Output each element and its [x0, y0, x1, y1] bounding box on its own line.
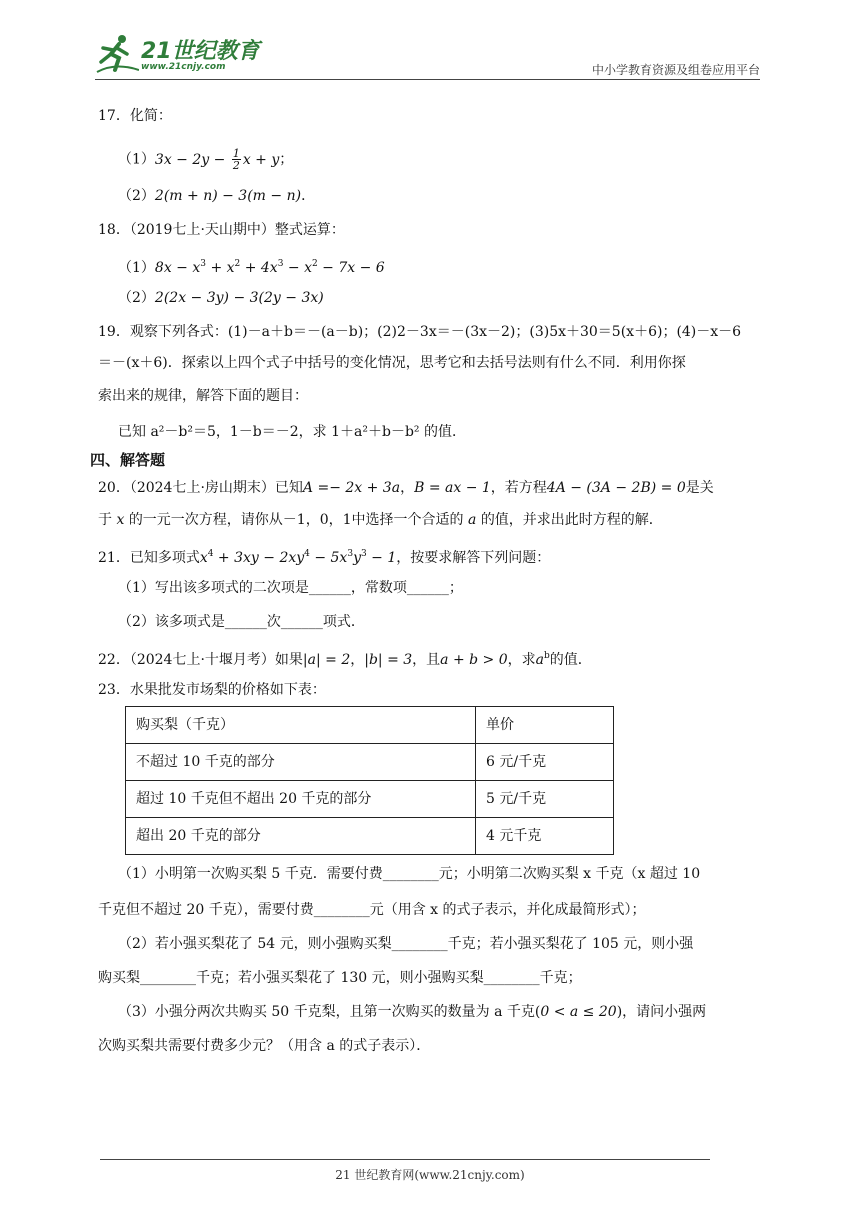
q18-stem: 18．（2019七上·天山期中）整式运算：: [98, 222, 345, 238]
q18-part2-expr: 2(2x − 3y) − 3(2y − 3x): [154, 290, 324, 306]
table-cell: 4 元千克: [476, 818, 614, 855]
q22-abs-b: |b| = 3: [364, 652, 413, 668]
q20-text-b: ，若方程: [490, 480, 547, 496]
q23-part3-line1: [118, 1002, 706, 1022]
table-row: [126, 744, 614, 781]
q23-inequality: 0 < a ≤ 20: [540, 1004, 617, 1020]
q20-var-a: a: [468, 512, 477, 528]
q17-part2-label: （2）: [118, 188, 155, 204]
q22-condition: a + b > 0: [440, 652, 508, 668]
q22-text-a: 22．（2024七上·十堰月考）如果: [98, 652, 303, 668]
q20-text-c: 是关: [685, 480, 714, 496]
q20-text-f: 的值，并求出此时方程的解．: [480, 512, 663, 528]
table-row: [126, 781, 614, 818]
runner-icon: [95, 32, 139, 76]
q21-part2: （2）该多项式是______次______项式．: [118, 614, 365, 630]
logo-text: 21世纪教育: [141, 39, 260, 64]
table-header-cell: 单价: [476, 707, 614, 744]
q22-text-c: ，且: [412, 652, 441, 668]
q22-text-d: ，求: [507, 652, 536, 668]
q19-line2: ＝－(x＋6)．探索以上四个式子中括号的变化情况，思考它和去括号法则有什么不同．利用你探: [98, 355, 686, 371]
q23-part1-line1: （1）小明第一次购买梨 5 千克．需要付费________元；小明第二次购买梨 x 千克（x 超过 10: [118, 866, 701, 882]
logo-url: www.21cnjy.com: [141, 62, 226, 72]
fraction: $\frac{1}{2}$: [232, 147, 240, 172]
q20-line1: 20．（2024七上·房山期末）已知A =− 2x + 3a，B = ax − 1，若方程4A − (3A − 2B) = 0是关: [98, 480, 714, 496]
q23-part3-line2: 次购买梨共需要付费多少元？（用含 a 的式子表示）．: [98, 1038, 431, 1054]
q17-part2: （2）2(m + n) − 3(m − n)．: [118, 188, 316, 204]
q23-part3-text-a: （3）小强分两次共购买 50 千克梨，且第一次购买的数量为 a 千克(: [118, 1004, 541, 1020]
table-cell: 超出 20 千克的部分: [126, 818, 476, 855]
q17-stem: 17．化简：: [98, 108, 172, 124]
q20-line2: [98, 510, 663, 530]
q23-part1-line2: 千克但不超过 20 千克），需要付费________元（用含 x 的式子表示，并化成最简形式）；: [98, 902, 646, 918]
q21-part1: （1）写出该多项式的二次项是______，常数项______；: [118, 580, 463, 596]
q18-part2-label: （2）: [118, 290, 155, 306]
q23-part2-line2: 购买梨________千克；若小强买梨花了 130 元，则小强购买梨________千克；: [98, 970, 582, 986]
q17-part1-expr: 3x − 2y − $\frac{1}{2}$ x + y: [154, 147, 280, 172]
footer-divider: [100, 1159, 710, 1160]
table-cell: 超过 10 千克但不超出 20 千克的部分: [126, 781, 476, 818]
q17-part2-expr: 2(m + n) − 3(m − n): [154, 188, 302, 204]
q22-abs-a: |a| = 2: [302, 652, 351, 668]
table-cell: 6 元/千克: [476, 744, 614, 781]
q21-stem: [98, 544, 550, 568]
q19-line1: 19．观察下列各式：(1)－a＋b＝－(a－b)；(2)2－3x＝－(3x－2)；(3)5x＋30＝5(x＋6)；(4)－x－6: [98, 324, 742, 340]
q22-stem: [98, 646, 592, 670]
table-cell: 不超过 10 千克的部分: [126, 744, 476, 781]
q19-line3: 索出来的规律，解答下面的题目：: [98, 388, 308, 404]
table-header-cell: 购买梨（千克）: [126, 707, 476, 744]
q22-text-e: 的值．: [549, 652, 592, 668]
page-header: [95, 28, 760, 80]
header-divider: [95, 79, 760, 80]
price-table: [125, 706, 614, 855]
q21-text-a: 21．已知多项式: [98, 550, 200, 566]
table-header-row: [126, 707, 614, 744]
platform-name: 中小学教育资源及组卷应用平台: [591, 63, 760, 77]
q19-line4: 已知 a²－b²＝5，1－b＝－2，求 1＋a²＋b－b² 的值．: [118, 424, 466, 440]
q20-expr-b: B = ax − 1: [414, 480, 491, 496]
q20-text-e: 的一元一次方程，请你从－1，0，1中选择一个合适的: [128, 512, 464, 528]
q20-equation: 4A − (3A − 2B) = 0: [546, 480, 686, 496]
q23-part3-text-b: )，请问小强两: [616, 1004, 707, 1020]
table-row: [126, 818, 614, 855]
q22-text-b: ，: [350, 652, 365, 668]
q20-text-a: 20．（2024七上·房山期末）已知: [98, 480, 303, 496]
q17-part1: （1）3x − 2y − $\frac{1}{2}$ x + y；: [118, 147, 294, 172]
q17-part1-label: （1）: [118, 151, 155, 168]
q23-stem: 23．水果批发市场梨的价格如下表：: [98, 682, 326, 698]
q18-part1-expr: $8x - x^3 + x^2 + 4x^3 - x^2 - 7x - 6$: [154, 259, 385, 276]
table-cell: 5 元/千克: [476, 781, 614, 818]
q20-expr-a: A =− 2x + 3a: [302, 480, 401, 496]
q22-power: $a^b$: [535, 651, 550, 668]
q23-part2-line1: （2）若小强买梨花了 54 元，则小强购买梨________千克；若小强买梨花了 105 元，则小强: [118, 936, 694, 952]
q21-text-b: ，按要求解答下列问题：: [396, 550, 551, 566]
page-footer: 21 世纪教育网(www.21cnjy.com): [335, 1168, 525, 1182]
q20-var-x: x: [116, 512, 125, 528]
q20-text-d: 于: [98, 512, 112, 528]
q21-polynomial: $x^4 + 3xy - 2xy^4 - 5x^3y^3 - 1$: [199, 549, 397, 566]
q18-part2: [118, 288, 324, 308]
site-logo: [95, 32, 265, 76]
q18-part1: [118, 254, 385, 278]
q18-part1-label: （1）: [118, 260, 155, 276]
section-heading: 四、解答题: [90, 451, 166, 469]
